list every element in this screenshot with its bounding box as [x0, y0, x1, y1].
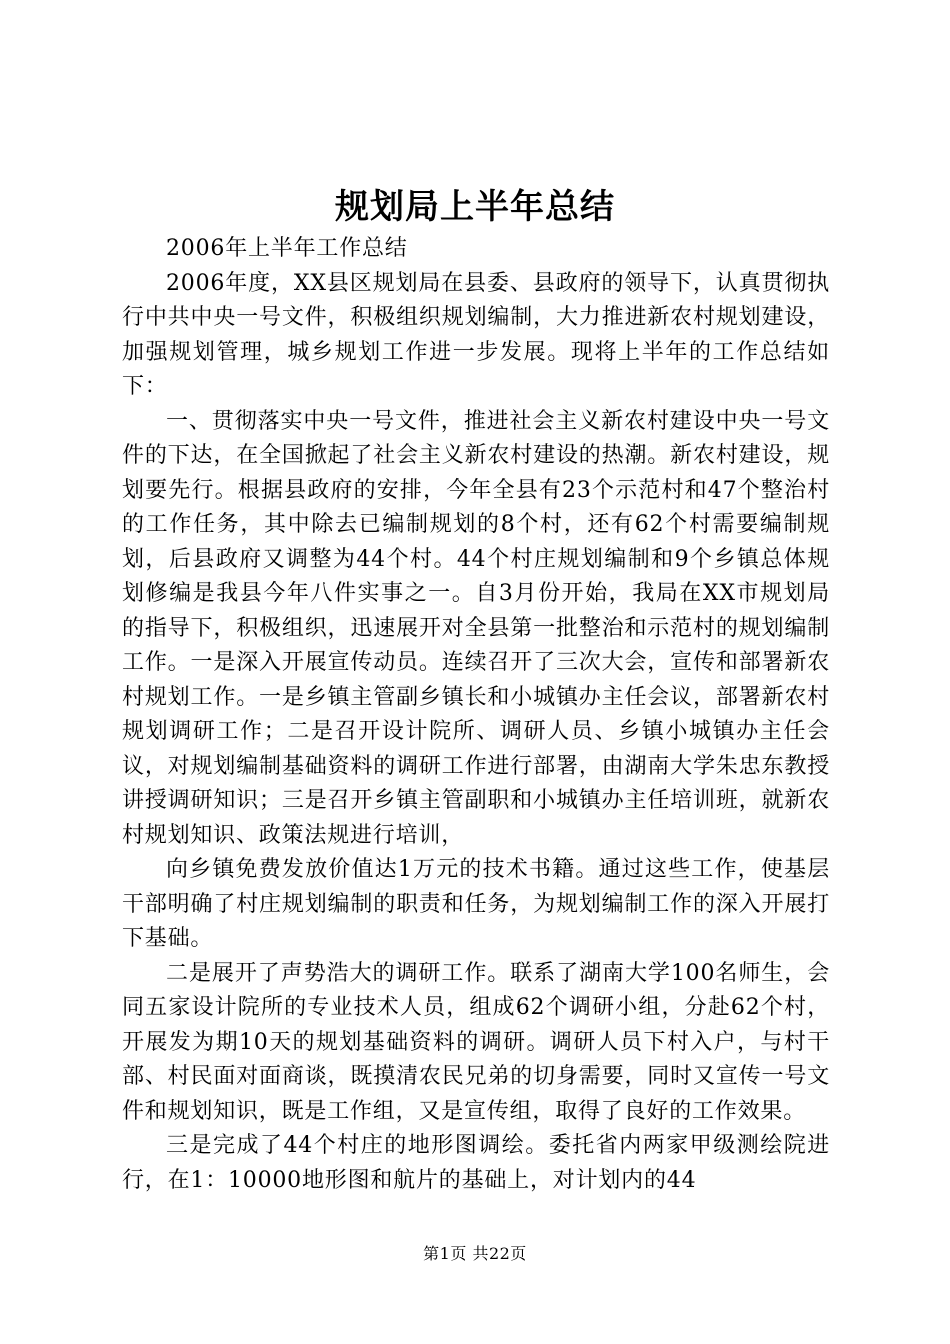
paragraph-section-one: 一、贯彻落实中央一号文件，推进社会主义新农村建设中央一号文件的下达，在全国掀起了社会主义新农村建设的热潮。新农村建设，规划要先行。根据县政府的安排，今年全县有23个示范村和47个整治村的工作任务，其中除去已编制规划的8个村，还有62个村需要编制规划，后县政府又调整为44个村。44个村庄规划编制和9个乡镇总体规划修编是我县今年八件实事之一。自3月份开始，我局在XX市规划局的指导下，积极组织，迅速展开对全县第一批整治和示范村的规划编制工作。一是深入开展宣传动员。连续召开了三次大会，宣传和部署新农村规划工作。一是乡镇主管副乡镇长和小城镇办主任会议，部署新农村规划调研工作；二是召开设计院所、调研人员、乡镇小城镇办主任会议，对规划编制基础资料的调研工作进行部署，由湖南大学朱忠东教授讲授调研知识；三是召开乡镇主管副职和小城镇办主任培训班，就新农村规划知识、政策法规进行培训， — [122, 408, 830, 848]
document-title: 规划局上半年总结 — [335, 187, 615, 227]
page-footer: 第1页 共22页 — [423, 1244, 527, 1263]
paragraph-subtitle: 2006年上半年工作总结 — [166, 236, 408, 261]
document-body — [122, 232, 830, 1198]
paragraph-research: 二是展开了声势浩大的调研工作。联系了湖南大学100名师生，会同五家设计院所的专业技术人员，组成62个调研小组，分赴62个村，开展发为期10天的规划基础资料的调研。调研人员下村入户，与村干部、村民面对面商谈，既摸清农民兄弟的切身需要，同时又宣传一号文件和规划知识，既是工作组，又是宣传组，取得了良好的工作效果。 — [122, 960, 830, 1124]
paragraph-books: 向乡镇免费发放价值达1万元的技术书籍。通过这些工作，使基层干部明确了村庄规划编制的职责和任务，为规划编制工作的深入开展打下基础。 — [122, 857, 830, 951]
paragraph-intro: 2006年度，XX县区规划局在县委、县政府的领导下，认真贯彻执行中共中央一号文件，积极组织规划编制，大力推进新农村规划建设，加强规划管理，城乡规划工作进一步发展。现将上半年的工作总结如下： — [122, 270, 830, 399]
paragraph-mapping: 三是完成了44个村庄的地形图调绘。委托省内两家甲级测绘院进行，在1：10000地形图和航片的基础上，对计划内的44 — [122, 1133, 830, 1193]
